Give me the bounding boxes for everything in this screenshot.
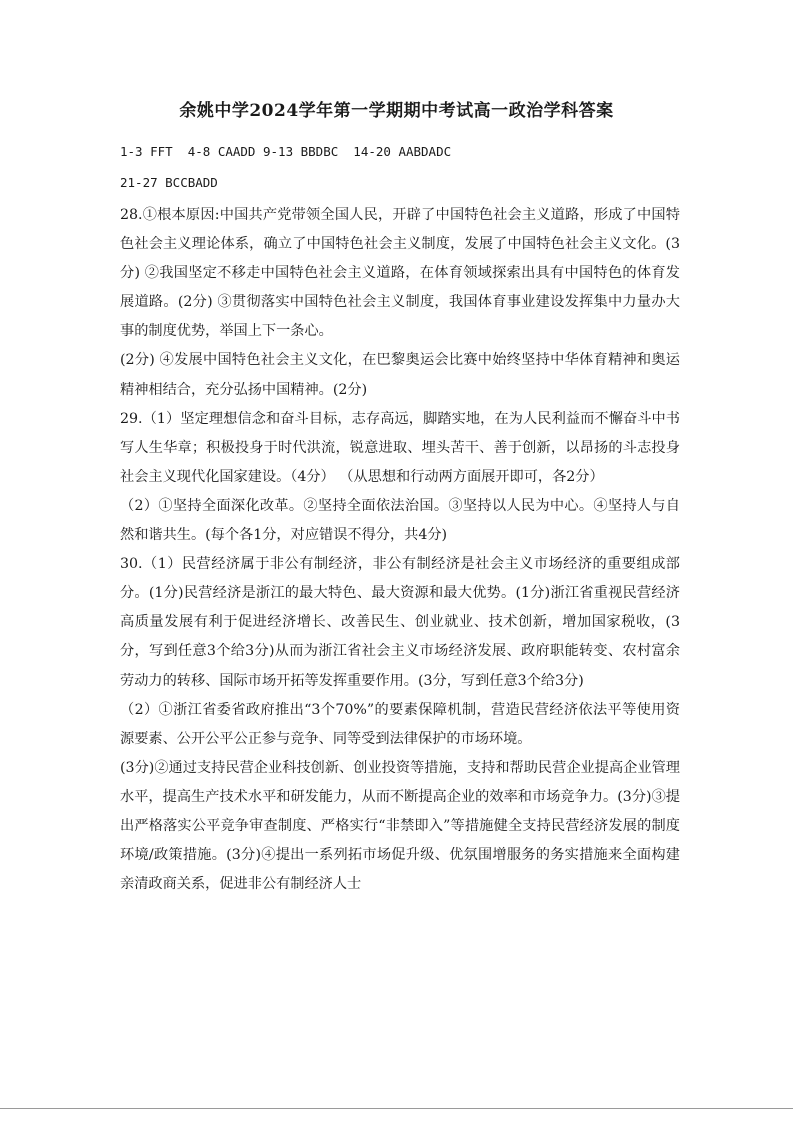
- answer-body: [120, 201, 680, 899]
- answer-30-q2-part-1: （2）①浙江省委省政府推出“3个70%”的要素保障机制，营造民营经济依法平等使用资源要素、公开公平公正参与竞争、同等受到法律保护的市场环境。: [120, 701, 680, 747]
- answer-29-q2: （2）①坚持全面深化改革。②坚持全面依法治国。③坚持以人民为中心。④坚持人与自然和谐共生。(每个各1分，对应错误不得分，共4分): [120, 497, 680, 544]
- answer-30-q1: 30.（1）民营经济属于非公有制经济，非公有制经济是社会主义市场经济的重要组成部分。(1分)民营经济是浙江的最大特色、最大资源和最大优势。(1分)浙江省重视民营经济高质量发展有利于促进经济增长、改善民生、创业就业、技术创新，增加国家税收，(3分，写到任意3个给3分)从而为浙江省社会主义市场经济发展、政府职能转变、农村富余劳动力的转移、国际市场开拓等发挥重要作用。(3分，写到任意3个给3分): [120, 556, 680, 689]
- page-bottom-divider: [0, 1108, 793, 1109]
- multiple-choice-answers-line-1: 1-3 FFT 4-8 CAADD 9-13 BBDBC 14-20 AABDADC: [120, 144, 452, 159]
- answer-28-part-1: 28.①根本原因:中国共产党带领全国人民，开辟了中国特色社会主义道路，形成了中国特色社会主义理论体系，确立了中国特色社会主义制度，发展了中国特色社会主义文化。(3分) ②我国坚定不移走中国特色社会主义道路，在体育领域探索出具有中国特色的体育发展道路。(2分) ③贯彻落实中国特色社会主义制度，我国体育事业建设发挥集中力量办大事的制度优势，举国上下一条心。: [120, 207, 680, 340]
- document-title: 余姚中学2024学年第一学期期中考试高一政治学科答案: [179, 101, 614, 121]
- multiple-choice-answers-line-2: 21-27 BCCBADD: [120, 175, 218, 190]
- answer-30-q2-part-2: (3分)②通过支持民营企业科技创新、创业投资等措施，支持和帮助民营企业提高企业管理水平，提高生产技术水平和研发能力，从而不断提高企业的效率和市场竞争力。(3分)③提出严格落实公平竞争审查制度、严格实行“非禁即入”等措施健全支持民营经济发展的制度环境/政策措施。(3分)④提出一系列拓市场促升级、优氛围增服务的务实措施来全面构建亲清政商关系，促进非公有制经济人士: [120, 759, 680, 893]
- answer-29-q1: 29.（1）坚定理想信念和奋斗目标，志存高远，脚踏实地，在为人民利益而不懈奋斗中书写人生华章；积极投身于时代洪流，锐意进取、埋头苦干、善于创新，以昂扬的斗志投身社会主义现代化国家建设。（4分） （从思想和行动两方面展开即可，各2分）: [120, 410, 680, 485]
- answer-28-part-2: (2分) ④发展中国特色社会主义文化，在巴黎奥运会比赛中始终坚持中华体育精神和奥运精神相结合，充分弘扬中国精神。(2分): [120, 352, 680, 398]
